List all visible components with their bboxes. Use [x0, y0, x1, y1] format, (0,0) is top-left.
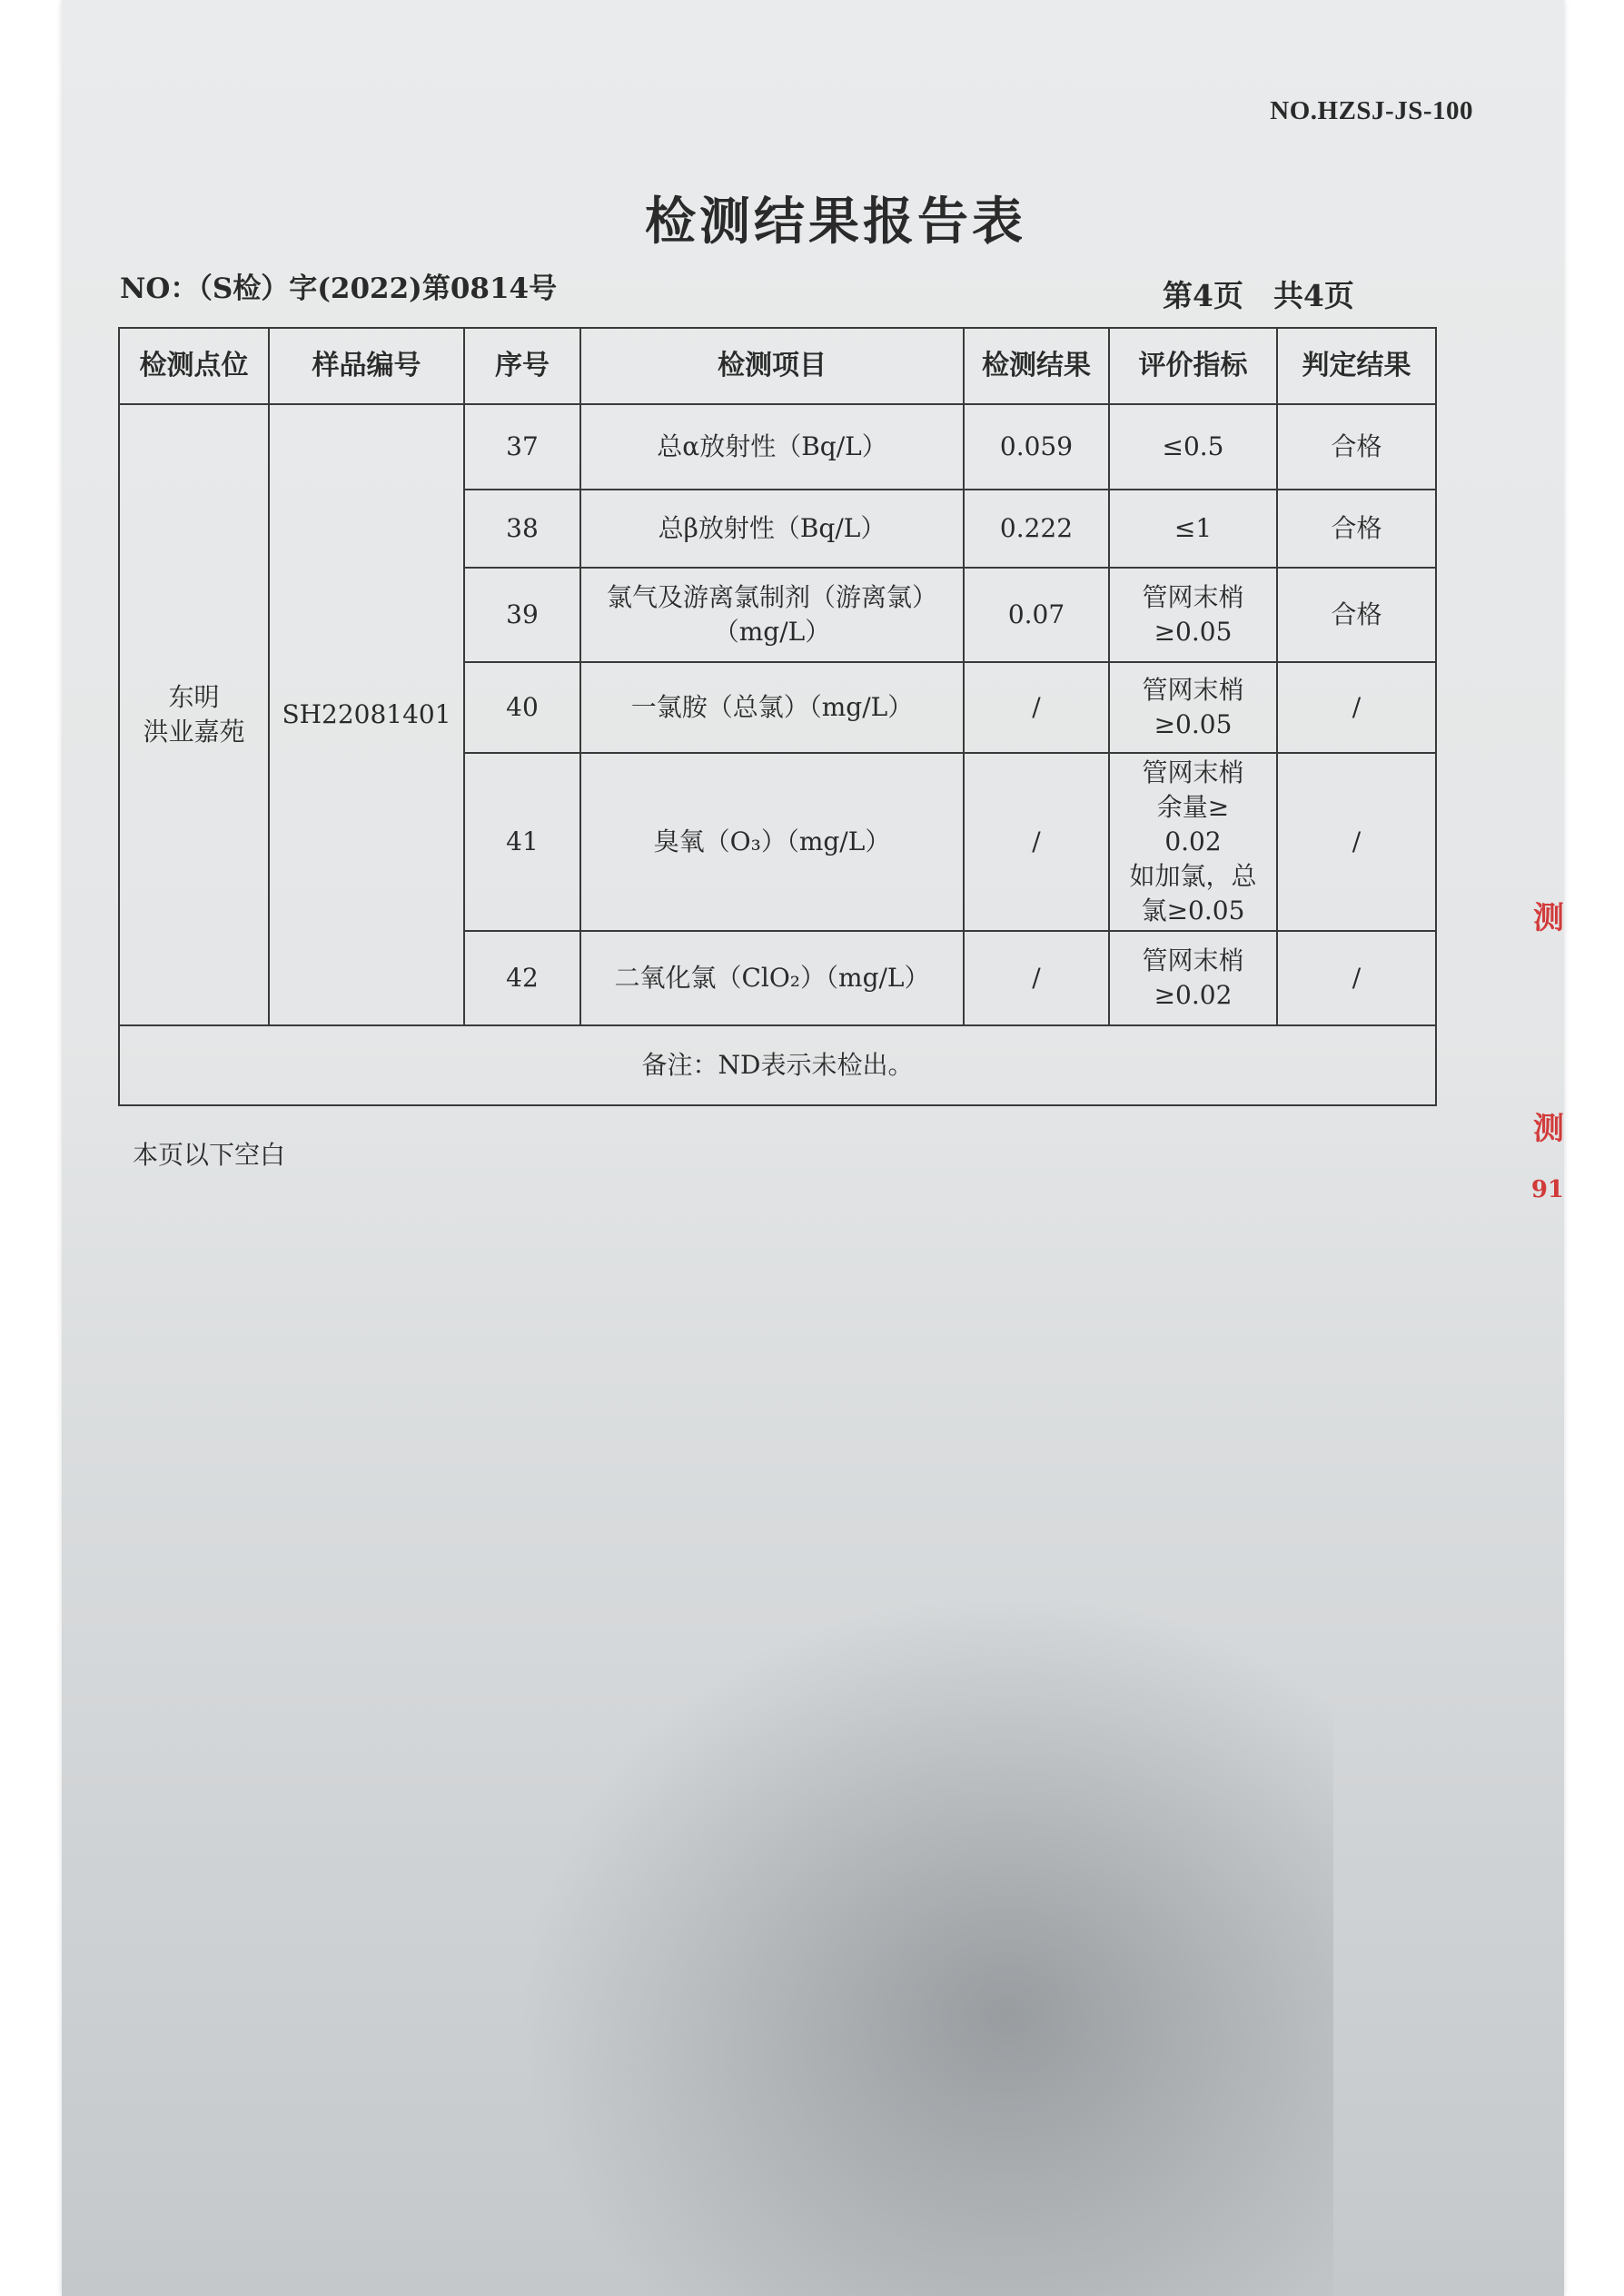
- table-note: 备注：ND表示未检出。: [119, 1025, 1436, 1105]
- note-row: [119, 1025, 1436, 1105]
- blank-page-note: 本页以下空白: [133, 1140, 286, 1170]
- verdict: /: [1277, 662, 1436, 753]
- verdict: 合格: [1277, 568, 1436, 662]
- row-number: 40: [464, 662, 580, 753]
- verdict: /: [1277, 753, 1436, 931]
- evaluation-standard: ≤1: [1109, 490, 1277, 568]
- row-number: 38: [464, 490, 580, 568]
- evaluation-standard: 管网末梢 余量≥ 0.02 如加氯，总 氯≥0.05: [1109, 753, 1277, 931]
- header-verdict: 判定结果: [1277, 328, 1436, 404]
- test-result: /: [964, 662, 1109, 753]
- test-item: 一氯胺（总氯）（mg/L）: [580, 662, 964, 753]
- location-cell: 东明 洪业嘉苑: [119, 404, 269, 1025]
- report-number: NO：（S检）字(2022)第0814号: [120, 272, 558, 305]
- test-item: 总β放射性（Bq/L）: [580, 490, 964, 568]
- evaluation-standard: ≤0.5: [1109, 404, 1277, 490]
- evaluation-standard: 管网末梢 ≥0.05: [1109, 662, 1277, 753]
- header-sample-id: 样品编号: [269, 328, 464, 404]
- stamp-glyph: 测: [1533, 900, 1564, 936]
- form-code: NO.HZSJ-JS-100: [1270, 96, 1473, 125]
- row-number: 37: [464, 404, 580, 490]
- test-item: 二氧化氯（ClO₂）（mg/L）: [580, 931, 964, 1025]
- row-number: 39: [464, 568, 580, 662]
- table-row: [119, 404, 1436, 490]
- test-item: 臭氧（O₃）（mg/L）: [580, 753, 964, 931]
- test-item: 氯气及游离氯制剂（游离氯）（mg/L）: [580, 568, 964, 662]
- test-item: 总α放射性（Bq/L）: [580, 404, 964, 490]
- row-number: 41: [464, 753, 580, 931]
- test-result: 0.07: [964, 568, 1109, 662]
- photo-shadow: [516, 1589, 1333, 2296]
- verdict: 合格: [1277, 490, 1436, 568]
- seal-stamp-fragment: [1531, 886, 1564, 1231]
- header-number: 序号: [464, 328, 580, 404]
- stamp-glyph: 测: [1533, 1111, 1564, 1147]
- report-title: 检测结果报告表: [645, 192, 1026, 252]
- page-indicator: 第4页 共4页: [1163, 278, 1354, 313]
- header-location: 检测点位: [119, 328, 269, 404]
- test-result: 0.222: [964, 490, 1109, 568]
- stamp-glyph: 91: [1530, 1176, 1564, 1203]
- report-page: [62, 0, 1564, 2296]
- row-number: 42: [464, 931, 580, 1025]
- verdict: /: [1277, 931, 1436, 1025]
- test-result: 0.059: [964, 404, 1109, 490]
- evaluation-standard: 管网末梢 ≥0.02: [1109, 931, 1277, 1025]
- header-test-item: 检测项目: [580, 328, 964, 404]
- test-result: /: [964, 931, 1109, 1025]
- evaluation-standard: 管网末梢 ≥0.05: [1109, 568, 1277, 662]
- header-result: 检测结果: [964, 328, 1109, 404]
- header-standard: 评价指标: [1109, 328, 1277, 404]
- sample-id-cell: SH22081401: [269, 404, 464, 1025]
- test-result: /: [964, 753, 1109, 931]
- table-header-row: [119, 328, 1436, 404]
- verdict: 合格: [1277, 404, 1436, 490]
- results-table: [118, 327, 1437, 1106]
